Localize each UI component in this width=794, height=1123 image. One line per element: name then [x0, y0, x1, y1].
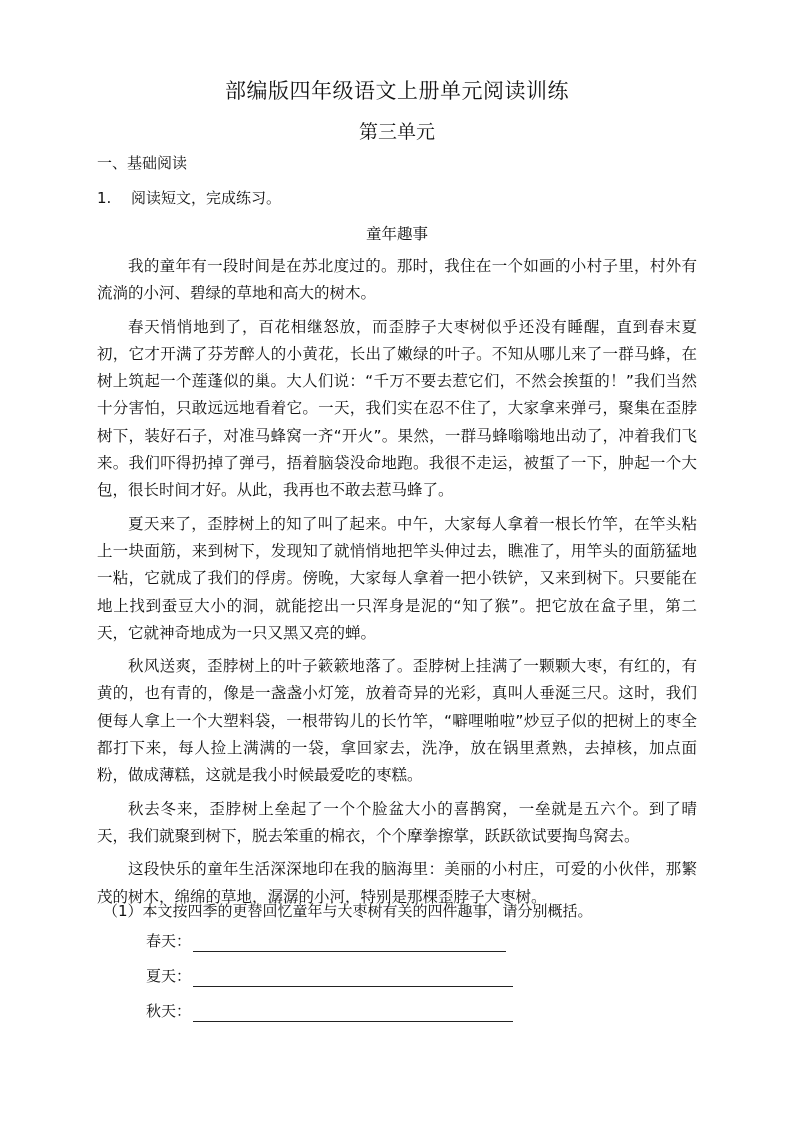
essay-paragraph-summer: 夏天来了，歪脖树上的知了叫了起来。中午，大家每人拿着一根长竹竿，在竿头粘上一块面筋，来到树下，发现知了就悄悄地把竿头伸过去，瞧准了，用竿头的面筋猛地一粘，它就成了我们的俘虏。傍晚，大家每人拿着一把小铁铲，又来到树下。只要能在地上找到蚕豆大小的洞，就能挖出一只浑身是泥的“知了猴”。把它放在盒子里，第二天，它就神奇地成为一只又黑又亮的蝉。: [97, 514, 697, 642]
answer-row-autumn: [146, 1000, 513, 1024]
answer-row-summer: [146, 965, 513, 989]
unit-title: 第三单元: [358, 121, 435, 143]
question-1: [97, 187, 281, 209]
essay-paragraph-autumn: 秋风送爽，歪脖树上的叶子簌簌地落了。歪脖树上挂满了一颗颗大枣，有红的，有黄的，也有青的，像是一盏盏小灯笼，放着奇异的光彩，真叫人垂涎三尺。这时，我们便每人拿上一个大塑料袋，一根带钩儿的长竹竿，“噼哩啪啦”炒豆子似的把树上的枣全都打下来，每人捡上满满的一袋，拿回家去，洗净，放在锅里煮熟，去掉核，加点面粉，做成薄糕，这就是我小时候最爱吃的枣糕。: [97, 657, 697, 785]
question-number: 1.: [97, 189, 112, 207]
answer-label-autumn: 秋天：: [146, 1002, 192, 1020]
essay-title: 童年趣事: [365, 225, 428, 243]
answer-field-summer[interactable]: [193, 968, 513, 987]
answer-field-spring[interactable]: [193, 933, 506, 952]
essay-paragraph-winter: 秋去冬来，歪脖树上垒起了一个个脸盆大小的喜鹊窝，一垒就是五六个。到了晴天，我们就聚到树下，脱去笨重的棉衣，个个摩拳擦掌，跃跃欲试要掏鸟窝去。: [97, 799, 697, 845]
section-heading: 一、基础阅读: [97, 154, 188, 172]
answer-label-summer: 夏天：: [146, 967, 192, 985]
essay-paragraph-conclusion: 这段快乐的童年生活深深地印在我的脑海里：美丽的小村庄，可爱的小伙伴，那繁茂的树木，绵绵的草地，潺潺的小河，特别是那棵歪脖子大枣树。: [97, 860, 697, 906]
essay-body: [97, 253, 697, 917]
question-instruction: 阅读短文，完成练习。: [131, 189, 282, 207]
answer-field-autumn[interactable]: [193, 1003, 513, 1022]
worksheet-title: 部编版四年级语文上册单元阅读训练: [225, 79, 569, 103]
answer-label-spring: 春天：: [146, 932, 192, 950]
essay-paragraph-intro: 我的童年有一段时间是在苏北度过的。那时，我住在一个如画的小村子里，村外有流淌的小河、碧绿的草地和高大的树木。: [97, 257, 697, 303]
essay-paragraph-spring: 春天悄悄地到了，百花相继怒放，而歪脖子大枣树似乎还没有睡醒，直到春末夏初，它才开满了芬芳醉人的小黄花，长出了嫩绿的叶子。不知从哪儿来了一群马蜂，在树上筑起一个莲蓬似的巢。大人们说：“千万不要去惹它们，不然会挨蜇的！”我们当然十分害怕，只敢远远地看着它。一天，我们实在忍不住了，大家拿来弹弓，聚集在歪脖树下，装好石子，对准马蜂窝一齐“开火”。果然，一群马蜂嗡嗡地出动了，冲着我们飞来。我们吓得扔掉了弹弓，捂着脑袋没命地跑。我很不走运，被蜇了一下，肿起一个大包，很长时间才好。从此，我再也不敢去惹马蜂了。: [97, 317, 697, 500]
subquestion-1: （1）本文按四季的更替回忆童年与大枣树有关的四件趣事，请分别概括。: [103, 902, 593, 920]
answer-row-spring: [146, 930, 506, 954]
